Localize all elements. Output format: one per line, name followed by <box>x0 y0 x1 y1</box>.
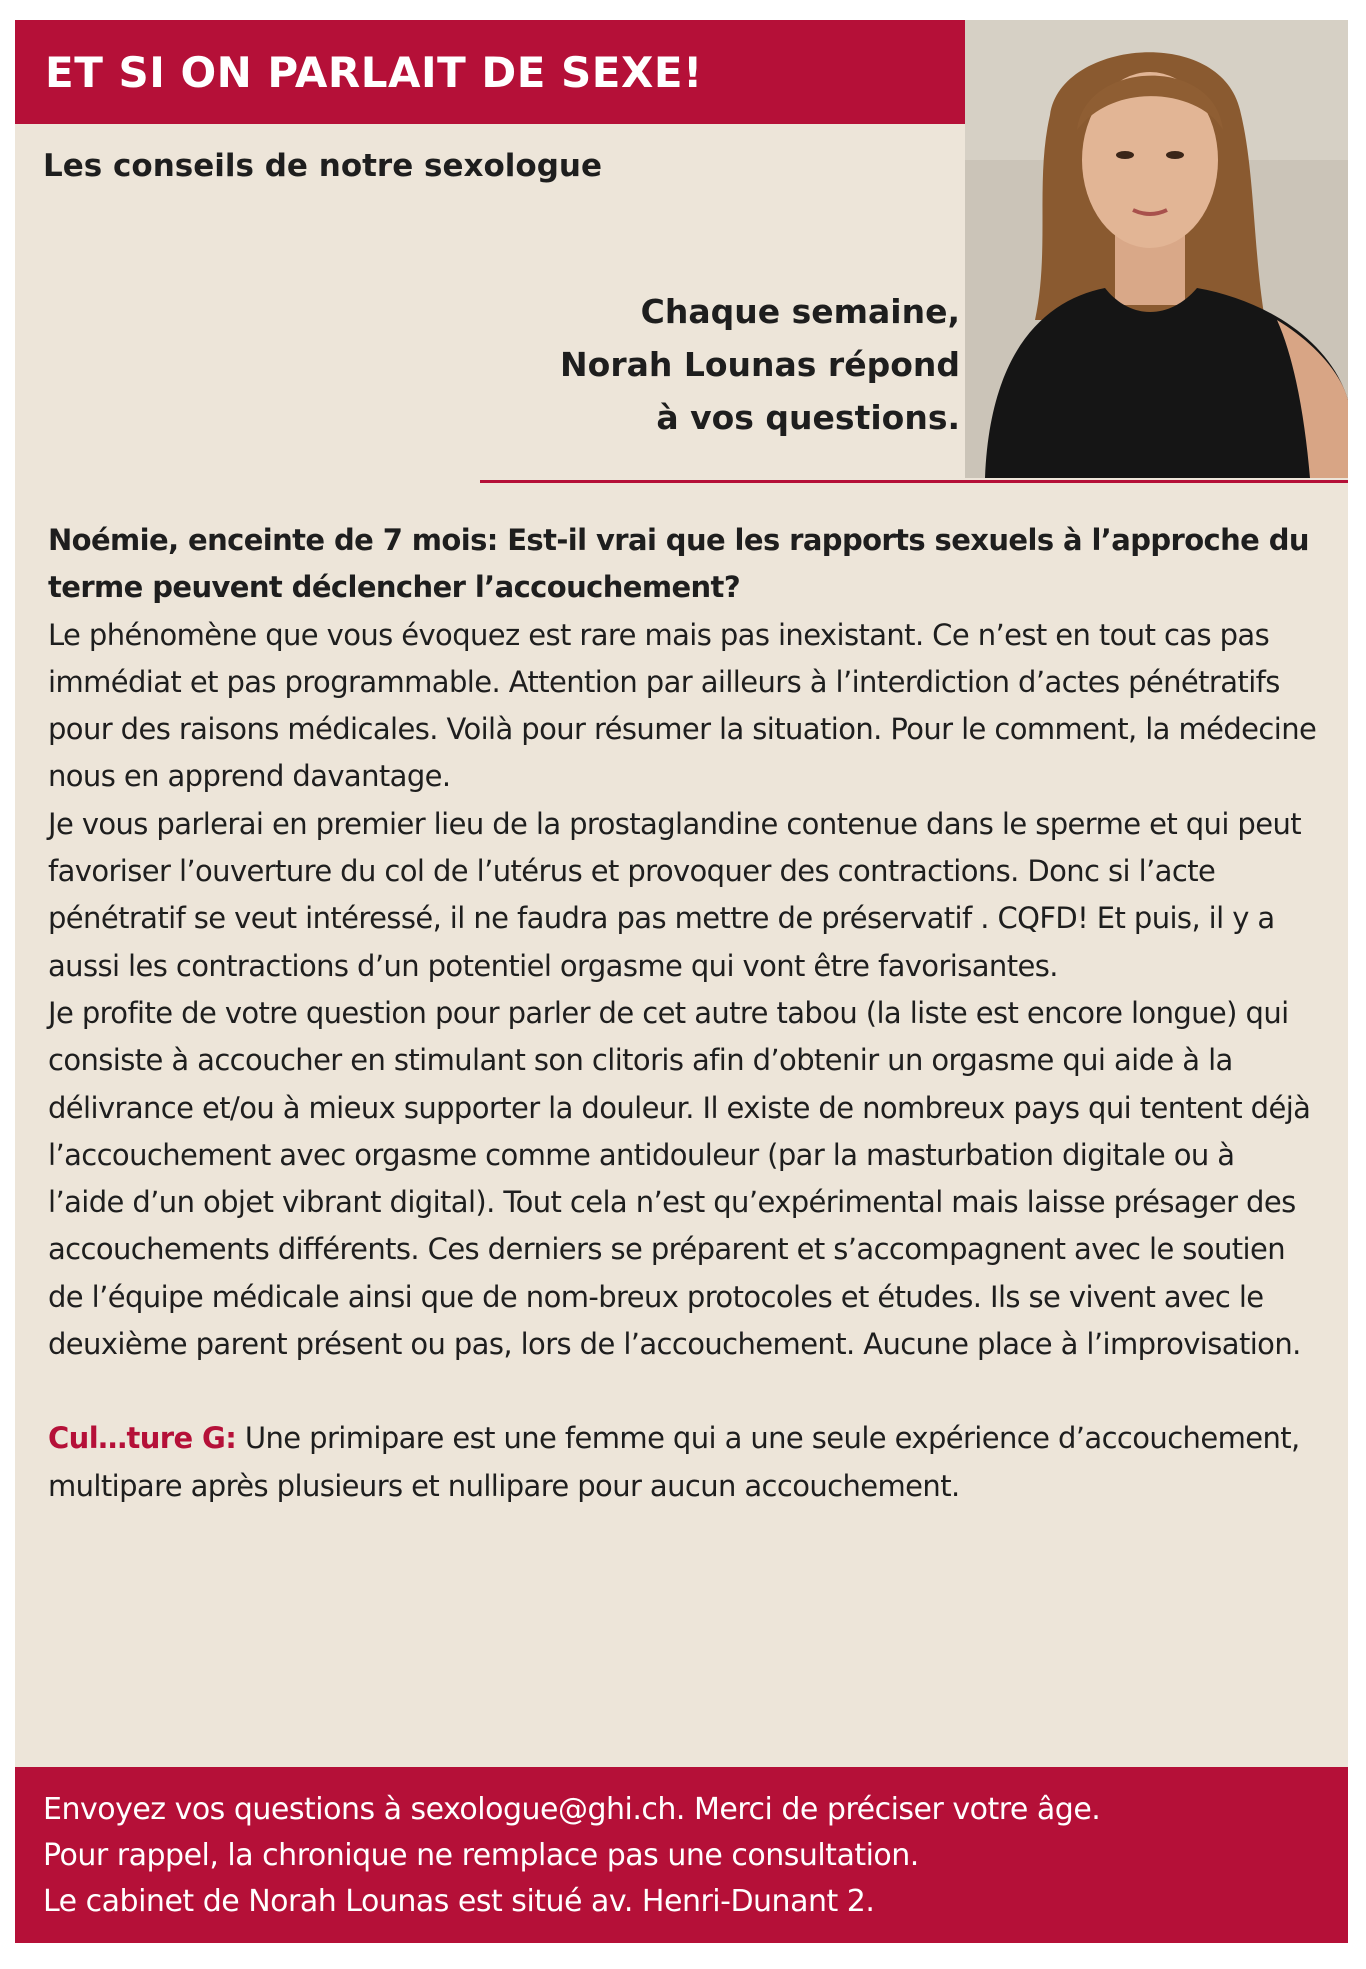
portrait-photo <box>965 20 1348 478</box>
answer-paragraph-3: Je profite de votre question pour parler de cet autre tabou (la liste est encore longue) qui consiste à accoucher en stimulant son clitoris afin d’obtenir un orgasme qui aide à la délivrance et/ou à mieux supporter la douleur. Il existe de nombreux pays qui tentent déjà l’accouchement avec orgasme comme antidouleur (par la masturbation digitale ou à l’aide d’un objet vibrant digital). Tout cela n’est qu’expérimental mais laisse présager des accouchements différents. Ces derniers se préparent et s’accompagnent avec le soutien de l’équipe médicale ainsi que de nom-breux protocoles et études. Ils se vivent avec le deuxième parent présent ou pas, lors de l’accouchement. Aucune place à l’improvisation. <box>48 995 1311 1362</box>
footer-line-3: Le cabinet de Norah Lounas est situé av. Henri-Dunant 2. <box>43 1884 875 1919</box>
article-body <box>48 517 1318 1510</box>
portrait-illustration <box>965 20 1348 478</box>
intro-line-2: Norah Lounas répond <box>560 345 960 384</box>
culture-text: Une primipare est une femme qui a une seule expérience d’accouchement, multipare après plusieurs et nullipare pour aucun accouchement. <box>48 1421 1300 1503</box>
reader-question: Noémie, enceinte de 7 mois: Est-il vrai que les rapports sexuels à l’approche du terme peuvent déclencher l’accouchement? <box>48 523 1309 605</box>
page-title: ET SI ON PARLAIT DE SEXE! <box>45 48 703 97</box>
footer-bar <box>15 1767 1348 1943</box>
answer-paragraph-2: Je vous parlerai en premier lieu de la prostaglandine contenue dans le sperme et qui peut favoriser l’ouverture du col de l’utérus et provoquer des contractions. Donc si l’acte pénétratif se veut intéressé, il ne faudra pas mettre de préservatif . CQFD! Et puis, il y a aussi les contractions d’un potentiel orgasme qui vont être favorisantes. <box>48 806 1302 983</box>
culture-note <box>48 1415 1318 1510</box>
answer-paragraph-1: Le phénomène que vous évoquez est rare mais pas inexistant. Ce n’est en tout cas pas immédiat et pas programmable. Attention par ailleurs à l’interdiction d’actes pénétratifs pour des raisons médicales. Voilà pour résumer la situation. Pour le comment, la médecine nous en apprend davantage. <box>48 617 1317 794</box>
intro-line-3: à vos questions. <box>656 398 960 437</box>
intro-line-1: Chaque semaine, <box>640 292 960 331</box>
footer-line-2: Pour rappel, la chronique ne remplace pas une consultation. <box>43 1838 919 1873</box>
intro-divider <box>480 480 1348 483</box>
intro-block <box>560 285 960 444</box>
footer-text <box>43 1787 1333 1925</box>
culture-label: Cul…ture G: <box>48 1421 237 1456</box>
column-panel <box>15 20 1348 1943</box>
paragraph-spacer <box>48 1368 1318 1415</box>
footer-line-1: Envoyez vos questions à sexologue@ghi.ch. Merci de préciser votre âge. <box>43 1792 1101 1827</box>
subtitle: Les conseils de notre sexologue <box>43 148 603 184</box>
